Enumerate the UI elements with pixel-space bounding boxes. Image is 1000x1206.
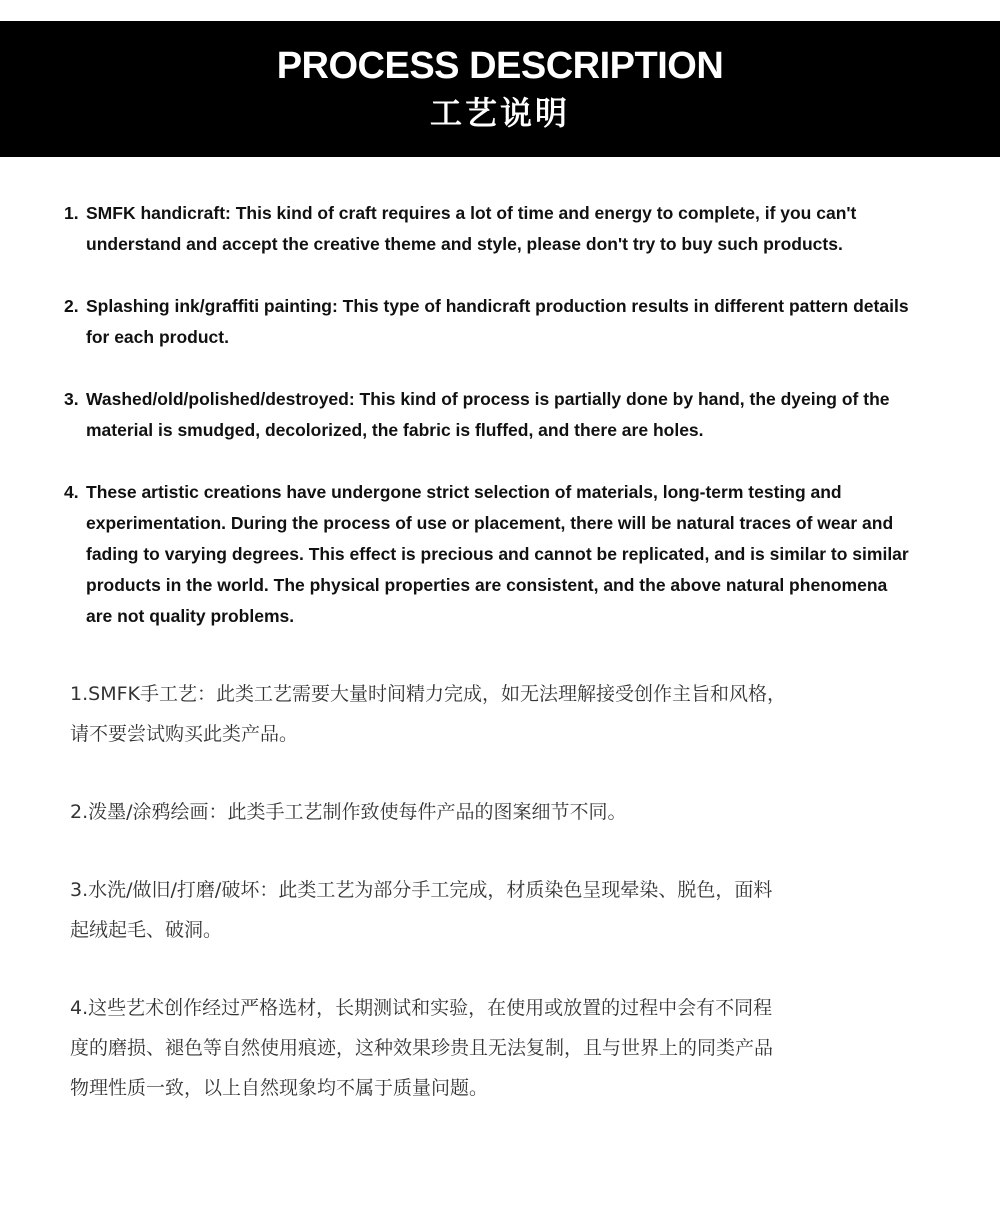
english-item-text: Washed/old/polished/destroyed: This kind of process is partially done by hand, the dyeing of the material is smudged, decolorized, the fabric is fluffed, and there are holes. (86, 389, 890, 440)
chinese-item: 4.这些艺术创作经过严格选材，长期测试和实验，在使用或放置的过程中会有不同程度的磨损、褪色等自然使用痕迹，这种效果珍贵且无法复制，且与世界上的同类产品物理性质一致，以上自然现象均不属于质量问题。 (70, 997, 774, 1099)
english-item-text: Splashing ink/graffiti painting: This type of handicraft production results in different pattern details for each product. (86, 296, 909, 347)
english-item-text: SMFK handicraft: This kind of craft requires a lot of time and energy to complete, if you can't understand and accept the creative theme and style, please don't try to buy such products. (86, 203, 857, 254)
english-item (0, 198, 912, 260)
chinese-description-list (0, 674, 1000, 1146)
english-item-number: 3. (64, 389, 79, 409)
chinese-item: 1.SMFK手工艺：此类工艺需要大量时间精力完成，如无法理解接受创作主旨和风格， 请不要尝试购买此类产品。 (70, 683, 786, 745)
header-banner (0, 21, 1000, 157)
english-item-number: 1. (64, 203, 79, 223)
english-item-number: 4. (64, 482, 79, 502)
english-item (0, 384, 912, 446)
english-item (0, 291, 912, 353)
chinese-item: 2.泼墨/涂鸦绘画：此类手工艺制作致使每件产品的图案细节不同。 (70, 801, 627, 823)
english-item-number: 2. (64, 296, 79, 316)
english-description-list (0, 198, 1000, 663)
english-item (0, 477, 912, 632)
page-title: PROCESS DESCRIPTION (276, 45, 724, 87)
chinese-item: 3.水洗/做旧/打磨/破坏：此类工艺为部分手工完成，材质染色呈现晕染、脱色，面料起绒起毛、破洞。 (70, 879, 773, 941)
page-subtitle: 工艺说明 (429, 94, 570, 132)
english-item-text: These artistic creations have undergone strict selection of materials, long-term testing and experimentation. During the process of use or placement, there will be natural traces of wear and fading to varying degrees. This effect is precious and cannot be replicated, and is similar to similar products in the world. The physical properties are consistent, and the above natural phenomena are not quality problems. (86, 482, 909, 626)
